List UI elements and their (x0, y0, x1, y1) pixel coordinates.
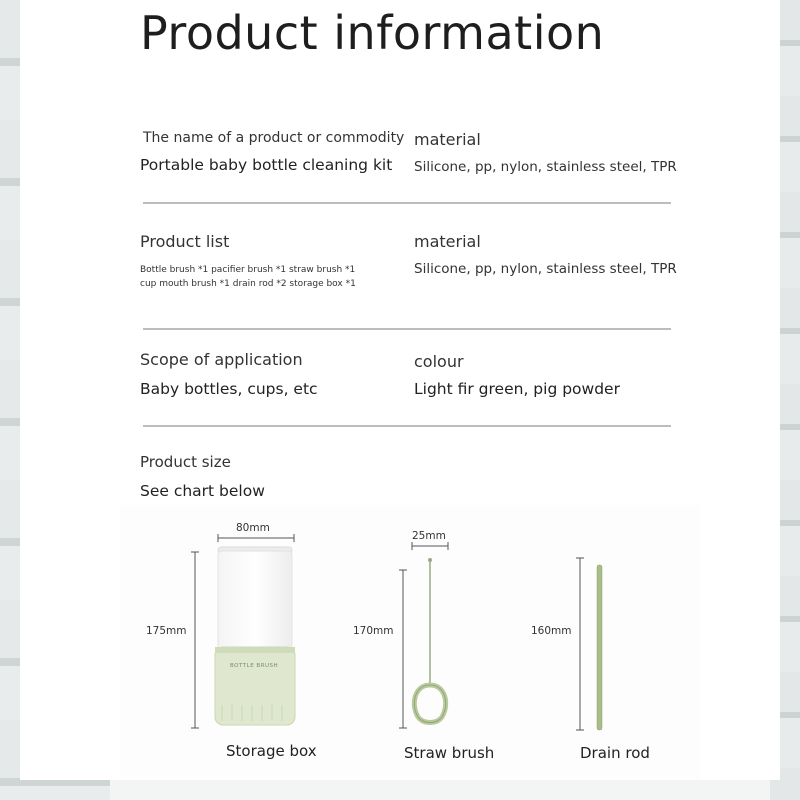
storage-box-illustration (210, 545, 300, 727)
drain-rod-illustration (594, 565, 606, 735)
material-label: material (414, 232, 481, 251)
material-value: Silicone, pp, nylon, stainless steel, TPR (414, 261, 677, 277)
product-size-label: Product size (140, 453, 231, 471)
product-name-value: Portable baby bottle cleaning kit (140, 156, 393, 174)
drain-rod-caption: Drain rod (580, 744, 650, 762)
product-list-value-2: cup mouth brush *1 drain rod *2 storage box *1 (140, 279, 356, 289)
product-list-label: Product list (140, 232, 230, 251)
drain-rod-height: 160mm (531, 625, 572, 637)
material-value: Silicone, pp, nylon, stainless steel, TPR (414, 159, 677, 175)
product-list-value-1: Bottle brush *1 pacifier brush *1 straw brush *1 (140, 265, 356, 275)
storage-box-caption: Storage box (226, 742, 317, 760)
scope-value: Baby bottles, cups, etc (140, 380, 318, 398)
straw-brush-illustration (405, 555, 455, 735)
colour-value: Light fir green, pig powder (414, 380, 620, 398)
storage-box-height: 175mm (146, 625, 187, 637)
straw-brush-caption: Straw brush (404, 744, 495, 762)
product-size-value: See chart below (140, 482, 265, 500)
storage-box-width: 80mm (236, 522, 270, 534)
product-name-label: The name of a product or commodity (143, 130, 405, 146)
scope-label: Scope of application (140, 350, 303, 369)
colour-label: colour (414, 352, 464, 371)
material-label: material (414, 130, 481, 149)
straw-brush-height: 170mm (353, 625, 394, 637)
straw-brush-width: 25mm (412, 530, 446, 542)
box-label-text: BOTTLE BRUSH (230, 663, 279, 669)
page-title: Product information (140, 6, 605, 60)
